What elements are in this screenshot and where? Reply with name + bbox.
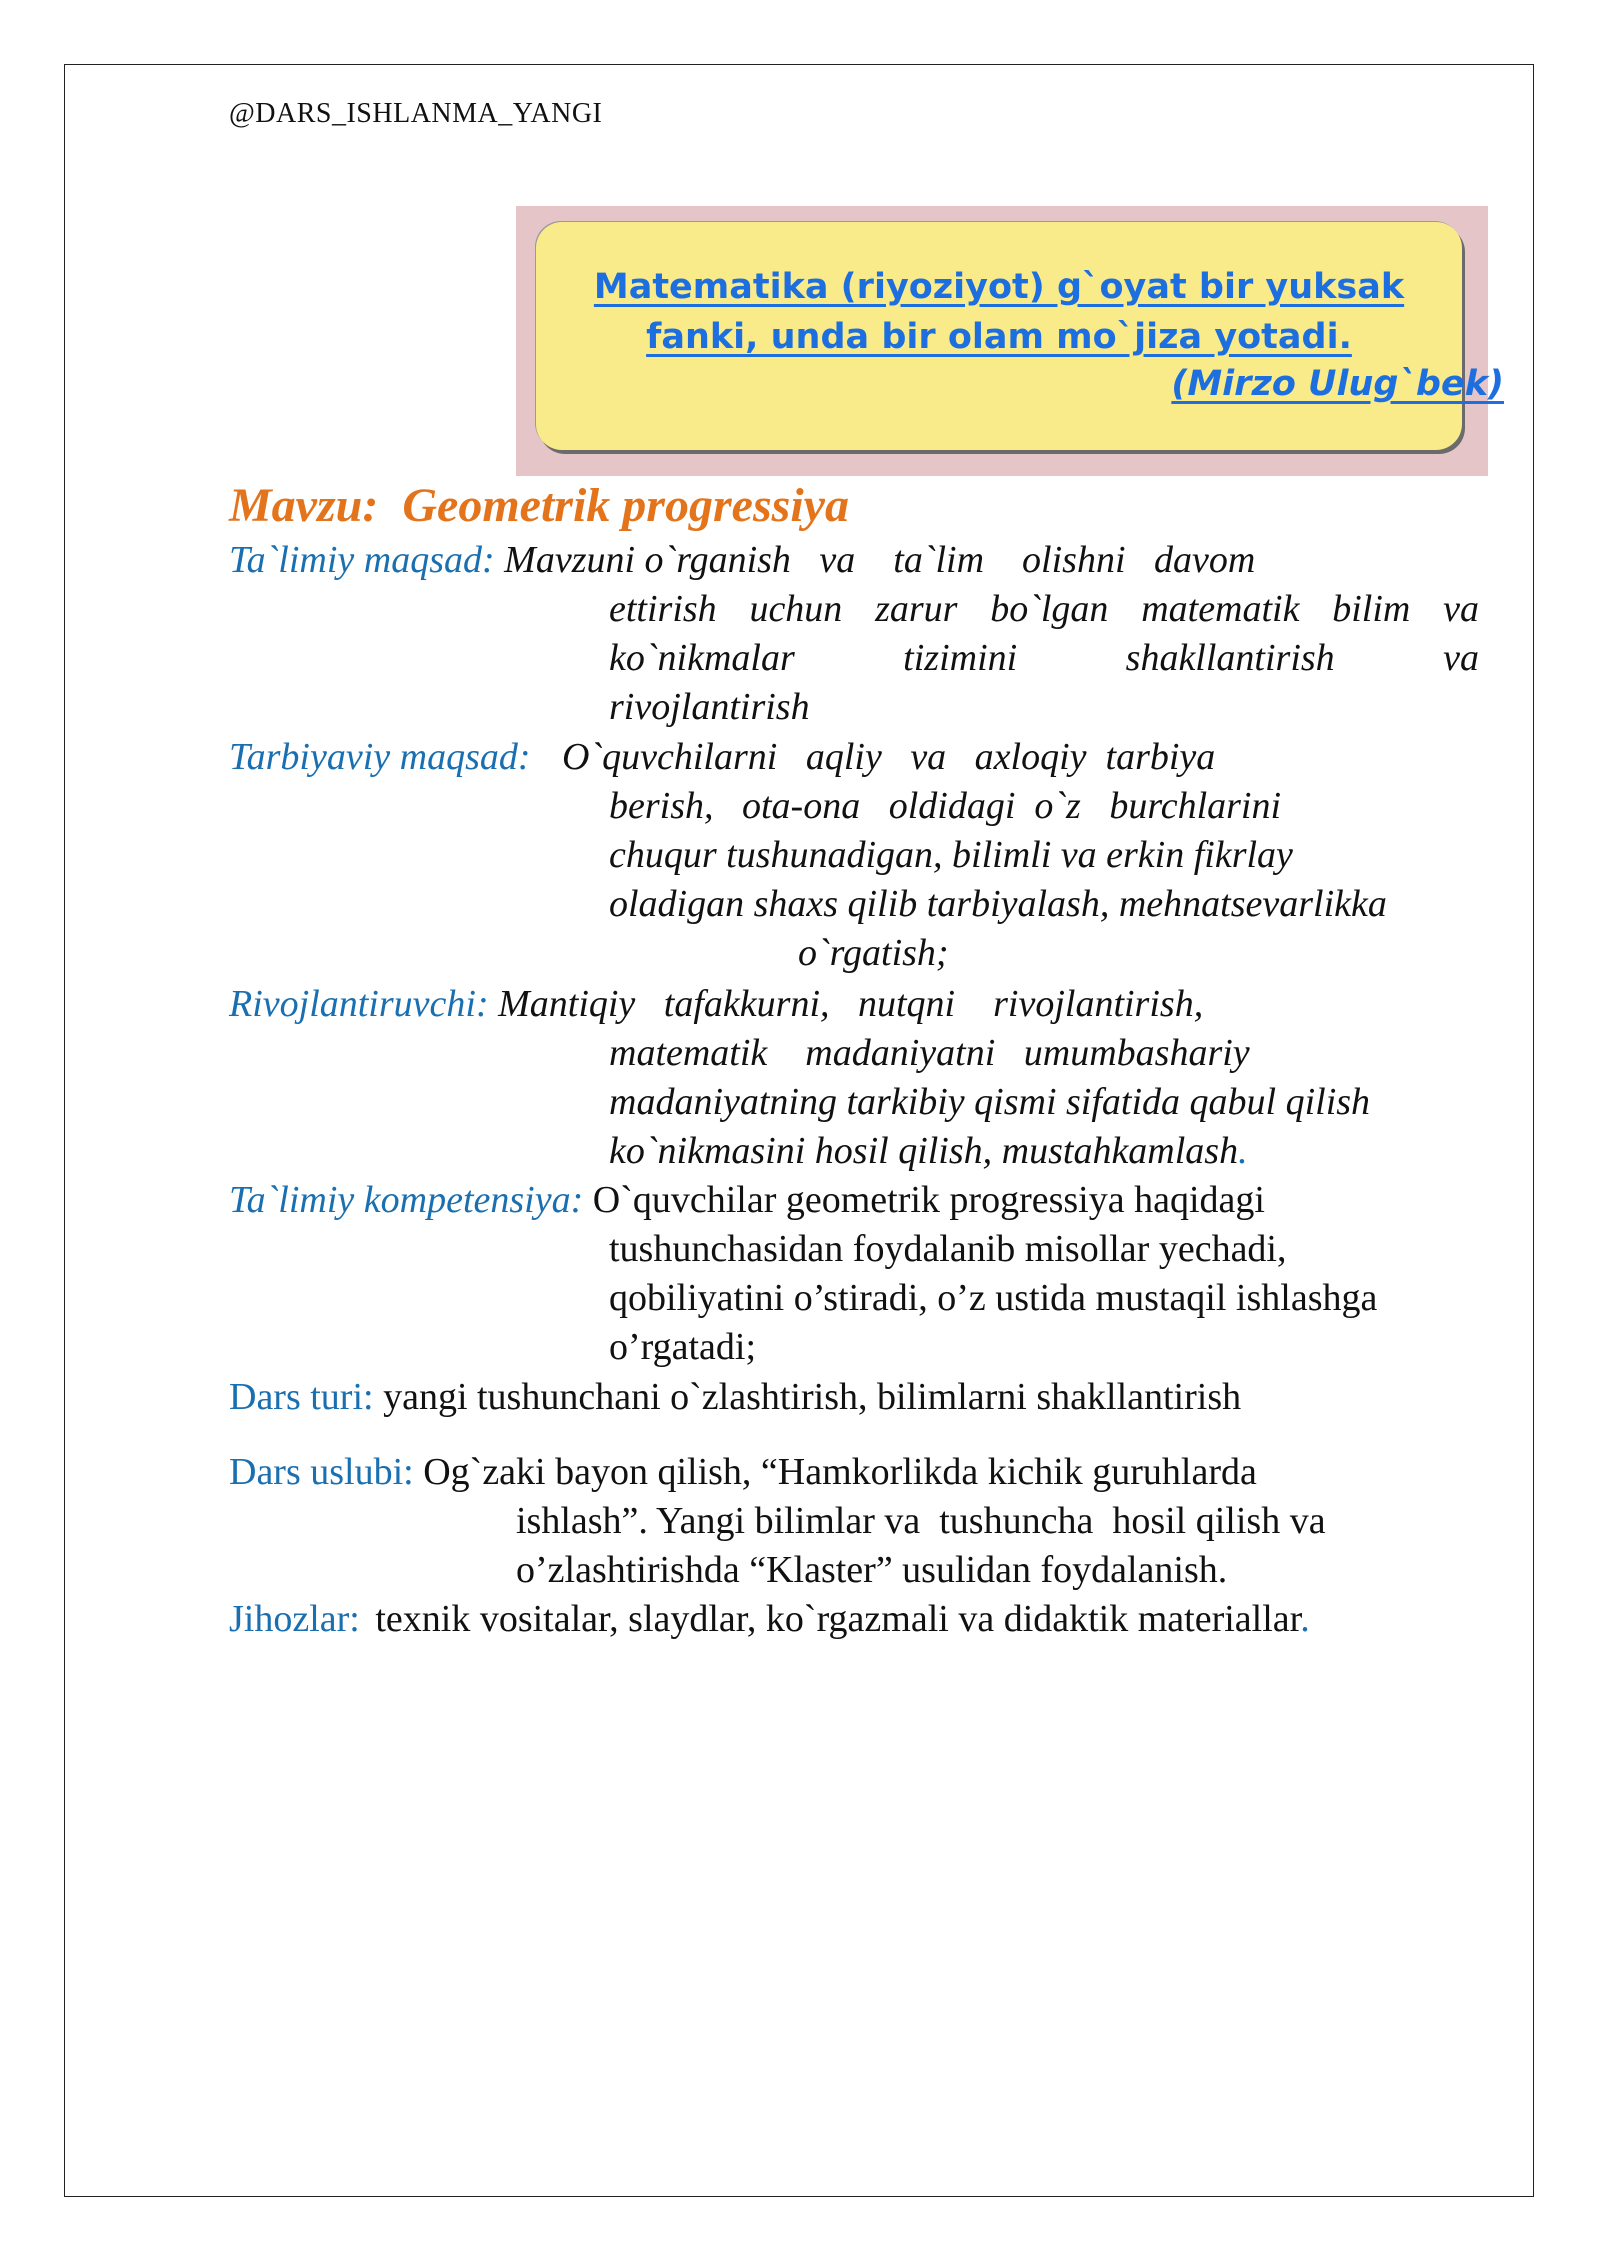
talimiy-kompetensiya-line-1: O`quvchilar geometrik progressiya haqidagi [592,1179,1265,1221]
quote-line-2: fanki, unda bir olam mo`jiza yotadi. [646,317,1352,357]
dars-turi-row [229,1373,1241,1422]
rivojlantiruvchi-line-4-row [609,1127,1248,1176]
rivojlantiruvchi-label: Rivojlantiruvchi: [229,983,489,1025]
quote-text [536,262,1462,362]
jihozlar-text: texnik vositalar, slaydlar, ko`rgazmali va didaktik materiallar [375,1598,1301,1640]
tarbiyaviy-maqsad-line-2: berish, ota-ona oldidagi o`z burchlarini [609,785,1282,827]
talimiy-maqsad-line-2: ettirish uchun zarur bo`lgan matematik bilim va [609,588,1479,630]
jihozlar-label: Jihozlar: [229,1598,360,1640]
talimiy-kompetensiya-row [229,1176,1265,1225]
talimiy-kompetensiya-line-2: tushunchasidan foydalanib misollar yechadi, [609,1228,1287,1270]
talimiy-maqsad-line-4: rivojlantirish [609,686,810,728]
talimiy-maqsad-label: Ta`limiy maqsad: [229,539,495,581]
dars-uslubi-label: Dars uslubi: [229,1451,414,1493]
rivojlantiruvchi-line-1: Mantiqiy tafakkurni, nutqni rivojlantirish, [498,983,1204,1025]
dars-turi-label: Dars turi: [229,1376,374,1418]
talimiy-kompetensiya-line-4: o’rgatadi; [609,1326,757,1368]
quote-author: (Mirzo Ulug`bek) [1171,364,1504,404]
tarbiyaviy-maqsad-row [229,733,1215,782]
rivojlantiruvchi-row [229,980,1203,1029]
talimiy-kompetensiya-line-3: qobiliyatini o’stiradi, o’z ustida mustaqil ishlashga [609,1277,1378,1319]
rivojlantiruvchi-line-4: ko`nikmasini hosil qilish, mustahkamlash [609,1130,1239,1172]
talimiy-kompetensiya-label: Ta`limiy kompetensiya: [229,1179,584,1221]
talimiy-maqsad-row [229,536,1255,585]
talimiy-maqsad-line-1: Mavzuni o`rganish va ta`lim olishni davom [504,539,1256,581]
dars-turi-text: yangi tushunchani o`zlashtirish, bilimlarni shakllantirish [383,1376,1242,1418]
dars-uslubi-line-1: Og`zaki bayon qilish, “Hamkorlikda kichik guruhlarda [423,1451,1257,1493]
talimiy-maqsad-line-3: ko`nikmalar tizimini shakllantirish va [609,637,1479,679]
rivojlantiruvchi-line-2: matematik madaniyatni umumbashariy [609,1032,1250,1074]
tarbiyaviy-maqsad-line-3: chuqur tushunadigan, bilimli va erkin fikrlay [609,834,1293,876]
dars-uslubi-row [229,1448,1257,1497]
jihozlar-dot: . [1300,1598,1310,1640]
dars-uslubi-line-3: o’zlashtirishda “Klaster” usulidan foydalanish. [516,1549,1228,1591]
tarbiyaviy-maqsad-label: Tarbiyaviy maqsad: [229,736,531,778]
tarbiyaviy-maqsad-line-5: o`rgatish; [798,932,949,974]
tarbiyaviy-maqsad-line-1: O`quvchilarni aqliy va axloqiy tarbiya [562,736,1216,778]
rivojlantiruvchi-dot: . [1238,1130,1248,1172]
jihozlar-row [229,1595,1310,1644]
page-title: Mavzu: Geometrik progressiya [229,479,849,532]
quote-line-1: Matematika (riyoziyot) g`oyat bir yuksak [593,267,1405,307]
dars-uslubi-line-2: ishlash”. Yangi bilimlar va tushuncha hosil qilish va [516,1500,1326,1542]
channel-header: @DARS_ISHLANMA_YANGI [229,98,603,129]
tarbiyaviy-maqsad-line-4: oladigan shaxs qilib tarbiyalash, mehnatsevarlikka [609,883,1387,925]
rivojlantiruvchi-line-3: madaniyatning tarkibiy qismi sifatida qabul qilish [609,1081,1371,1123]
